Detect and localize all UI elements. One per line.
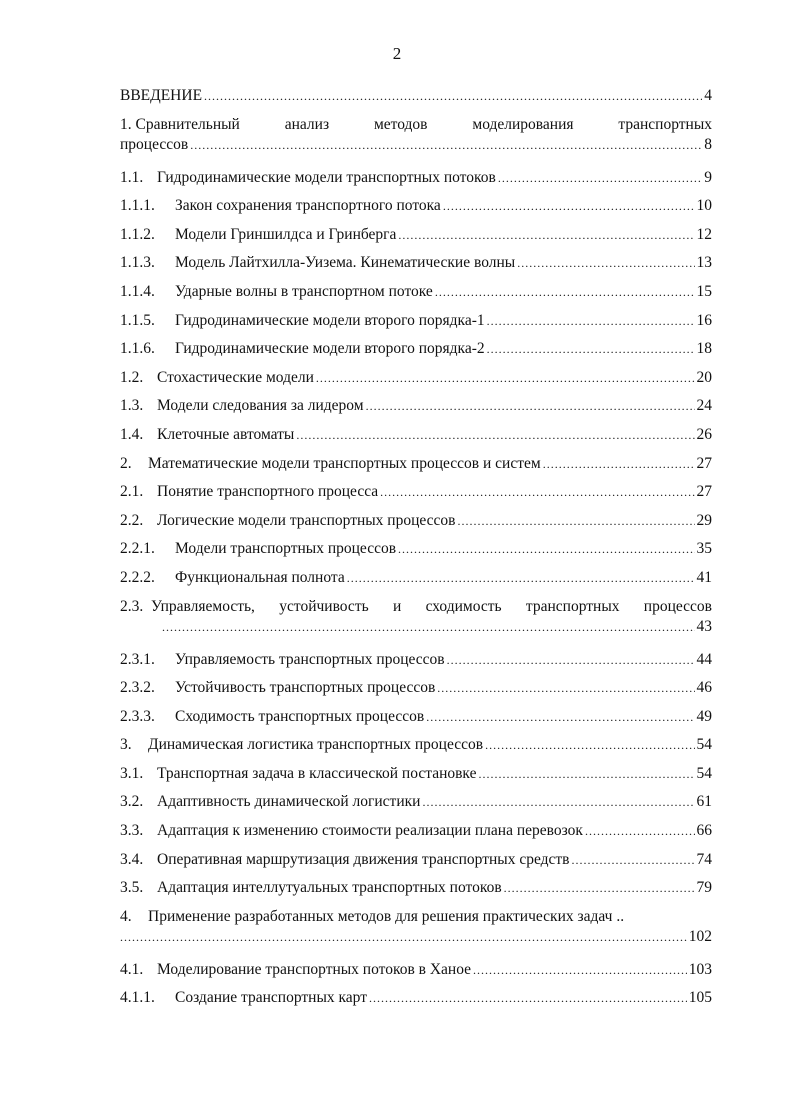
toc-entry-3-1[interactable]: [120, 762, 712, 791]
toc-title: Моделирование транспортных потоков в Ханое: [157, 960, 472, 978]
toc-leader-dots: [296, 425, 694, 445]
toc-title-word: методов: [373, 115, 428, 133]
toc-leader-dots: [504, 878, 695, 898]
toc-page-number: 41: [696, 568, 712, 586]
toc-leader-dots: [487, 311, 695, 331]
toc-title: Функциональная полнота: [175, 568, 345, 586]
toc-leader-dots: [437, 678, 694, 698]
toc-title: Адаптивность динамической логистики: [157, 793, 421, 811]
toc-title-word: транспортных: [525, 597, 620, 615]
toc-number: 2.3.3.: [120, 707, 155, 725]
toc-entry-2-2-2[interactable]: [120, 566, 712, 595]
toc-title-word: устойчивость: [279, 597, 369, 615]
toc-title: ВВЕДЕНИЕ: [120, 87, 203, 104]
table-of-contents: [120, 84, 712, 1015]
toc-page-number: 66: [696, 822, 712, 840]
toc-number: 2.1.: [120, 483, 144, 501]
toc-number: 1.1.5.: [120, 311, 155, 329]
toc-title-word: сходимость: [425, 597, 502, 615]
toc-title-word: моделирования: [472, 115, 574, 133]
toc-number: 3.4.: [120, 850, 144, 868]
toc-title: Понятие транспортного процесса: [157, 483, 379, 501]
toc-title: Гидродинамические модели транспортных потоков: [157, 168, 496, 186]
toc-leader-dots: [473, 960, 687, 980]
toc-entry-4-1-1[interactable]: [120, 986, 712, 1015]
toc-leader-dots: [204, 86, 702, 106]
toc-number: 2.2.2.: [120, 568, 155, 586]
toc-entry-introduction[interactable]: [120, 84, 712, 113]
toc-leader-dots: [457, 511, 694, 531]
toc-page-number: 46: [696, 679, 712, 697]
toc-number: 2.: [120, 454, 132, 472]
toc-entry-2-3-2[interactable]: [120, 676, 712, 705]
toc-number: 2.2.1.: [120, 540, 155, 558]
toc-title: Оперативная маршрутизация движения транспортных средств: [157, 850, 570, 868]
page-number: 2: [392, 44, 402, 63]
toc-number: 2.3.2.: [120, 679, 155, 697]
toc-number: 1.1.3.: [120, 254, 155, 272]
toc-page-number: 29: [696, 511, 712, 529]
toc-leader-dots: [366, 396, 695, 416]
toc-page-number: 20: [696, 368, 712, 386]
toc-entry-1-1-4[interactable]: [120, 280, 712, 309]
toc-number: 2.2.: [120, 511, 144, 529]
toc-leader-dots: [485, 735, 694, 755]
toc-title-continuation: процессов: [120, 135, 189, 153]
toc-page-number: 103: [688, 960, 712, 978]
toc-page-number: 54: [696, 736, 712, 754]
toc-title-word: 1. Сравнительный: [120, 115, 240, 133]
toc-title-word: процессов: [643, 597, 712, 615]
toc-entry-4-1[interactable]: [120, 958, 712, 987]
toc-title: Гидродинамические модели второго порядка-2: [175, 340, 485, 358]
toc-leader-dots: [347, 568, 695, 588]
toc-number: 1.1.1.: [120, 197, 155, 215]
toc-number: 1.1.6.: [120, 340, 155, 358]
toc-number: 3.: [120, 736, 132, 754]
toc-leader-dots: [369, 988, 687, 1008]
toc-leader-dots: [120, 927, 687, 947]
toc-entry-2-2-1[interactable]: [120, 537, 712, 566]
toc-number: 1.3.: [120, 397, 144, 415]
toc-page-number: 54: [696, 764, 712, 782]
toc-title: Модели следования за лидером: [157, 397, 364, 415]
toc-leader-dots: [162, 617, 695, 637]
toc-leader-dots: [585, 821, 695, 841]
toc-entry-1-1-5[interactable]: [120, 309, 712, 338]
toc-page-number: 9: [704, 168, 712, 186]
toc-entry-chapter-3[interactable]: [120, 733, 712, 762]
toc-title: Ударные волны в транспортном потоке: [175, 282, 433, 300]
toc-number: 3.1.: [120, 764, 144, 782]
toc-entry-1-1-1[interactable]: [120, 194, 712, 223]
toc-title: Транспортная задача в классической постановке: [157, 764, 477, 782]
toc-title: Модель Лайтхилла-Уизема. Кинематические волны: [175, 254, 516, 272]
toc-title: Модели транспортных процессов: [175, 540, 397, 558]
toc-entry-2-2[interactable]: [120, 509, 712, 538]
toc-title: Логические модели транспортных процессов: [157, 511, 456, 529]
toc-page-number: 4: [704, 87, 712, 104]
toc-title: Создание транспортных карт: [175, 989, 368, 1007]
toc-leader-dots: [498, 168, 702, 188]
toc-leader-dots: [190, 135, 702, 155]
toc-title: Адаптация к изменению стоимости реализации плана перевозок: [157, 822, 583, 840]
toc-page-number: 15: [696, 282, 712, 300]
toc-number: 1.1.2.: [120, 225, 155, 243]
toc-leader-dots: [572, 850, 695, 870]
toc-leader-dots: [447, 650, 695, 670]
toc-number: 1.4.: [120, 425, 144, 443]
toc-leader-dots: [543, 454, 695, 474]
toc-title: Динамическая логистика транспортных процессов: [148, 736, 484, 754]
toc-entry-chapter-4[interactable]: [120, 905, 712, 953]
toc-title: Применение разработанных методов для решения практических задач ..: [148, 907, 625, 925]
toc-number: 1.2.: [120, 368, 144, 386]
toc-number: 3.2.: [120, 793, 144, 811]
toc-title: Управляемость транспортных процессов: [175, 650, 445, 668]
toc-entry-chapter-1[interactable]: [120, 113, 712, 161]
toc-entry-3-5[interactable]: [120, 876, 712, 905]
toc-leader-dots: [380, 482, 694, 502]
toc-entry-2-3[interactable]: [120, 595, 712, 643]
toc-entry-1-2[interactable]: [120, 366, 712, 395]
toc-page-number: 43: [696, 617, 712, 635]
toc-page-number: 49: [696, 707, 712, 725]
toc-page-number: 79: [696, 879, 712, 897]
toc-title-word: анализ: [284, 115, 330, 133]
toc-page-number: 13: [696, 254, 712, 272]
toc-page-number: 44: [696, 650, 712, 668]
toc-page-number: 27: [696, 454, 712, 472]
toc-number: 1.1.: [120, 168, 144, 186]
toc-title: Гидродинамические модели второго порядка-1: [175, 311, 485, 329]
toc-entry-1-1-2[interactable]: [120, 223, 712, 252]
toc-title-word: транспортных: [618, 115, 712, 133]
toc-page-number: 18: [696, 340, 712, 358]
toc-page-number: 10: [696, 197, 712, 215]
toc-title: Математические модели транспортных процессов и систем: [148, 454, 541, 472]
toc-title: Закон сохранения транспортного потока: [175, 197, 441, 215]
toc-title: Клеточные автоматы: [157, 425, 295, 443]
toc-page-number: 26: [696, 425, 712, 443]
toc-title: Сходимость транспортных процессов: [175, 707, 425, 725]
toc-page-number: 35: [696, 540, 712, 558]
toc-number: 3.3.: [120, 822, 144, 840]
toc-number: 4.1.1.: [120, 989, 155, 1007]
toc-title: Стохастические модели: [157, 368, 314, 386]
toc-leader-dots: [422, 792, 694, 812]
toc-page-number: 74: [696, 850, 712, 868]
toc-entry-1-3[interactable]: [120, 394, 712, 423]
toc-title: Модели Гриншилдса и Гринберга: [175, 225, 397, 243]
toc-leader-dots: [398, 539, 694, 559]
toc-entry-2-3-1[interactable]: [120, 648, 712, 677]
toc-page-number: 12: [696, 225, 712, 243]
toc-page-number: 102: [688, 927, 712, 945]
toc-number: 1.1.4.: [120, 282, 155, 300]
toc-entry-3-3[interactable]: [120, 819, 712, 848]
toc-leader-dots: [443, 196, 695, 216]
toc-number: 3.5.: [120, 879, 144, 897]
toc-leader-dots: [316, 368, 695, 388]
toc-entry-1-4[interactable]: [120, 423, 712, 452]
toc-leader-dots: [478, 764, 694, 784]
toc-leader-dots: [426, 707, 694, 727]
toc-number: 4.1.: [120, 960, 144, 978]
toc-title: Адаптация интеллутуальных транспортных потоков: [157, 879, 502, 897]
toc-entry-2-1[interactable]: [120, 480, 712, 509]
toc-entry-1-1-6[interactable]: [120, 337, 712, 366]
toc-entry-chapter-2[interactable]: [120, 452, 712, 481]
toc-leader-dots: [398, 225, 694, 245]
toc-entry-3-2[interactable]: [120, 790, 712, 819]
toc-leader-dots: [435, 282, 695, 302]
toc-leader-dots: [517, 253, 694, 273]
toc-page-number: 24: [696, 397, 712, 415]
toc-leader-dots: [487, 339, 695, 359]
toc-page-number: 16: [696, 311, 712, 329]
toc-entry-3-4[interactable]: [120, 848, 712, 877]
toc-page-number: 105: [688, 989, 712, 1007]
toc-number: 4.: [120, 907, 132, 925]
toc-entry-1-1-3[interactable]: [120, 251, 712, 280]
toc-title-word: 2.3. Управляемость,: [120, 597, 255, 615]
toc-page-number: 27: [696, 483, 712, 501]
toc-page-number: 8: [704, 135, 712, 153]
toc-title-word: и: [392, 597, 402, 615]
toc-entry-2-3-3[interactable]: [120, 705, 712, 734]
toc-page-number: 61: [696, 793, 712, 811]
toc-entry-1-1[interactable]: [120, 166, 712, 195]
toc-number: 2.3.1.: [120, 650, 155, 668]
toc-title: Устойчивость транспортных процессов: [175, 679, 436, 697]
